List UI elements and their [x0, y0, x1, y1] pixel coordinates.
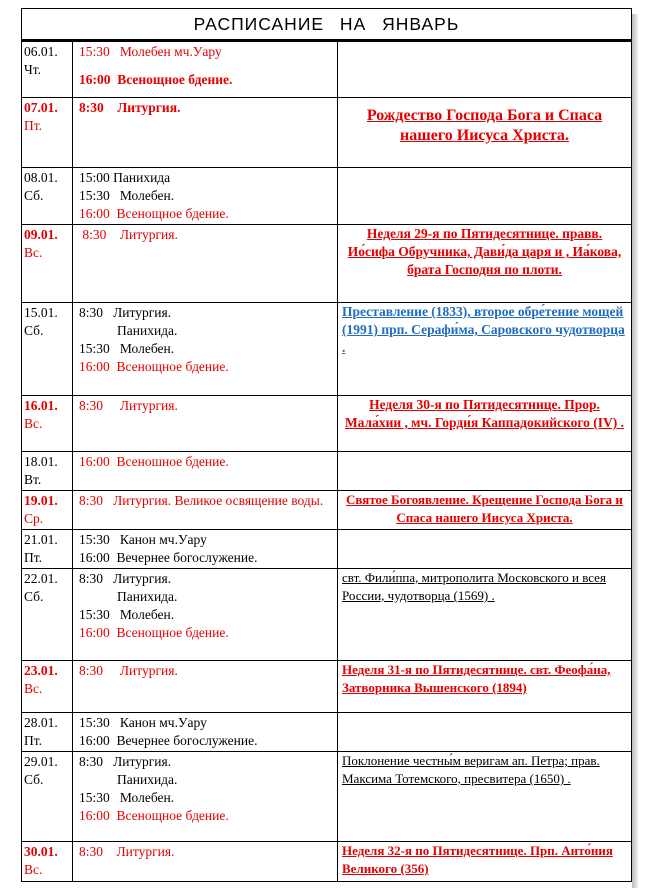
services-cell [73, 713, 338, 752]
service-line: 16:00 Всенощное бдение. [79, 359, 229, 374]
feast-cell [338, 98, 632, 168]
schedule-row [22, 842, 632, 882]
feast-cell [338, 42, 632, 98]
date-cell [22, 396, 73, 452]
page-title: РАСПИСАНИЕ НА ЯНВАРЬ [21, 8, 632, 41]
services-cell [73, 396, 338, 452]
feast-text: Рождество Господа Бога и Спаса нашего Иисуса Христа. [366, 107, 603, 144]
services-cell [73, 491, 338, 530]
weekday-text: Сб. [24, 323, 44, 338]
service-line: 8:30 Литургия. Великое освящение воды. [79, 493, 324, 508]
service-line: 8:30 Литургия. [79, 305, 172, 320]
date-text: 16.01. [24, 398, 58, 413]
service-line: 15:30 Молебен. [79, 341, 175, 356]
date-text: 30.01. [24, 844, 58, 859]
weekday-text: Пт. [24, 733, 43, 748]
services-cell [73, 303, 338, 396]
schedule-row [22, 396, 632, 452]
schedule-row [22, 98, 632, 168]
service-line: 8:30 Литургия. [79, 754, 172, 769]
weekday-text: Пт. [24, 550, 43, 565]
date-cell [22, 569, 73, 661]
date-cell [22, 842, 73, 882]
service-line: 15:30 Молебен мч.Уару [79, 44, 222, 59]
schedule-row [22, 530, 632, 569]
service-line: 16:00 Всенощное бдение. [79, 808, 229, 823]
weekday-text: Вс. [24, 245, 43, 260]
weekday-text: Вт. [24, 472, 42, 487]
services-cell [73, 452, 338, 491]
services-cell [73, 530, 338, 569]
weekday-text: Вс. [24, 862, 43, 877]
service-line [79, 61, 335, 71]
schedule-row [22, 569, 632, 661]
feast-text: Неделя 30-я по Пятидесятнице. Прор. Мала́хии , мч. Горди́я Каппадокийского (IV) . [344, 397, 625, 430]
weekday-text: Пт. [24, 118, 43, 133]
services-cell [73, 661, 338, 713]
date-cell [22, 303, 73, 396]
schedule-row [22, 42, 632, 98]
date-text: 07.01. [24, 100, 58, 115]
feast-text: Преставление (1833), второе обре́тение мощей (1991) прп. Серафи́ма, Саровского чудотворца . [342, 304, 625, 355]
services-cell [73, 98, 338, 168]
feast-cell [338, 225, 632, 303]
date-cell [22, 752, 73, 842]
service-line: Панихида. [117, 772, 178, 787]
services-cell [73, 569, 338, 661]
date-cell [22, 168, 73, 225]
date-cell [22, 225, 73, 303]
service-line: 15:30 Канон мч.Уару [79, 532, 207, 547]
date-text: 15.01. [24, 305, 58, 320]
service-line: 16:00 Всенощное бдение. [79, 206, 229, 221]
date-text: 23.01. [24, 663, 58, 678]
date-cell [22, 530, 73, 569]
feast-cell [338, 752, 632, 842]
feast-cell [338, 569, 632, 661]
service-line: 16:00 Вечернее богослужение. [79, 550, 258, 565]
weekday-text: Вс. [24, 681, 43, 696]
date-text: 09.01. [24, 227, 58, 242]
schedule-row [22, 225, 632, 303]
services-cell [73, 42, 338, 98]
schedule-page [21, 8, 632, 882]
feast-text: Поклонение честны́м веригам ап. Петра; прав. Максима Тотемского, пресвитера (1650) . [342, 753, 600, 786]
services-cell [73, 752, 338, 842]
schedule-row [22, 491, 632, 530]
feast-cell [338, 452, 632, 491]
date-cell [22, 42, 73, 98]
date-text: 08.01. [24, 170, 58, 185]
services-cell [73, 842, 338, 882]
feast-cell [338, 661, 632, 713]
service-line: 8:30 Литургия. [79, 227, 178, 242]
date-text: 28.01. [24, 715, 58, 730]
date-text: 21.01. [24, 532, 58, 547]
date-cell [22, 98, 73, 168]
schedule-row [22, 303, 632, 396]
schedule-row [22, 661, 632, 713]
date-cell [22, 661, 73, 713]
feast-cell [338, 842, 632, 882]
date-text: 22.01. [24, 571, 58, 586]
date-text: 19.01. [24, 493, 58, 508]
service-line: 16:00 Всеношное бдение. [79, 454, 229, 469]
weekday-text: Сб. [24, 589, 44, 604]
date-cell [22, 491, 73, 530]
service-line: 15:30 Молебен. [79, 790, 175, 805]
weekday-text: Сб. [24, 772, 44, 787]
service-line: 16:00 Всенощное бдение. [79, 625, 229, 640]
weekday-text: Сб. [24, 188, 44, 203]
service-line: 8:30 Литургия. [79, 844, 175, 859]
service-line: Панихида. [117, 323, 178, 338]
weekday-text: Чт. [24, 62, 42, 77]
service-line: 15:30 Молебен. [79, 188, 175, 203]
service-line: 16:00 Вечернее богослужение. [79, 733, 258, 748]
service-line: 8:30 Литургия. [79, 398, 178, 413]
service-line: 16:00 Всенощное бдение. [79, 72, 233, 87]
service-line: 15:30 Молебен. [79, 607, 175, 622]
service-line: 8:30 Литургия. [79, 571, 172, 586]
schedule-row [22, 168, 632, 225]
feast-cell [338, 168, 632, 225]
date-text: 18.01. [24, 454, 58, 469]
weekday-text: Ср. [24, 511, 44, 526]
services-cell [73, 225, 338, 303]
services-cell [73, 168, 338, 225]
feast-text: свт. Фили́ппа, митрополита Московского и всея России, чудотворца (1569) . [342, 570, 606, 603]
date-cell [22, 713, 73, 752]
feast-text: Неделя 29-я по Пятидесятнице. правв. Ио́сифа Обручника, Дави́да царя и , Иа́кова, брата Господня по плоти. [347, 226, 622, 277]
feast-cell [338, 530, 632, 569]
schedule-table [21, 41, 632, 882]
feast-text: Неделя 32-я по Пятидесятнице. Прп. Анто́ния Великого (356) [342, 843, 613, 876]
feast-cell [338, 396, 632, 452]
service-line: 15:00 Панихида [79, 170, 171, 185]
service-line: 8:30 Литургия. [79, 100, 181, 115]
date-text: 06.01. [24, 44, 58, 59]
weekday-text: Вс. [24, 416, 43, 431]
date-text: 29.01. [24, 754, 58, 769]
schedule-row [22, 752, 632, 842]
feast-cell [338, 303, 632, 396]
date-cell [22, 452, 73, 491]
service-line: 8:30 Литургия. [79, 663, 178, 678]
feast-text: Неделя 31-я по Пятидесятнице. свт. Феофа́на, Затворника Вышенского (1894) [342, 662, 611, 695]
feast-cell [338, 713, 632, 752]
schedule-row [22, 713, 632, 752]
feast-text: Святое Богоявление. Крещение Господа Бога и Спаса нашего Иисуса Христа. [346, 492, 623, 525]
service-line: 15:30 Канон мч.Уару [79, 715, 207, 730]
service-line: Панихида. [117, 589, 178, 604]
feast-cell [338, 491, 632, 530]
schedule-row [22, 452, 632, 491]
